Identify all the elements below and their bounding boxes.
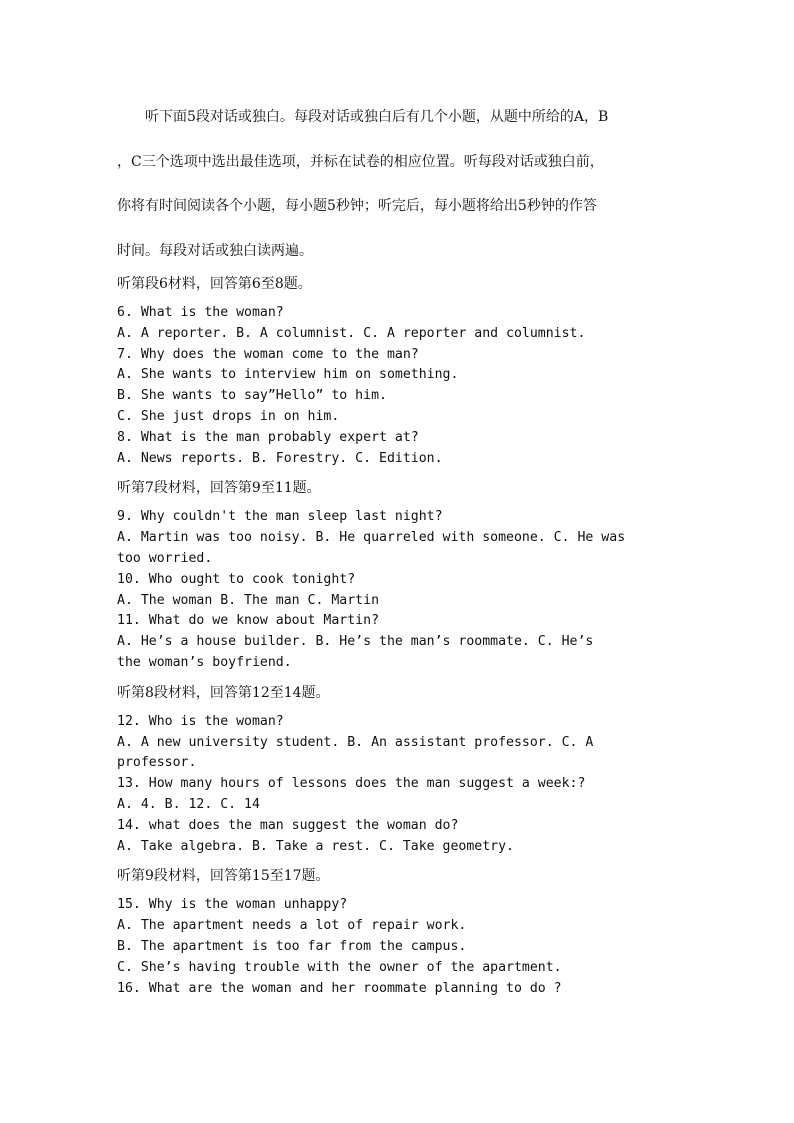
question-line: 6. What is the woman? [117,305,284,320]
question-line: 10. Who ought to cook tonight? [117,571,356,587]
question-line: A. The apartment needs a lot of repair work. [117,918,467,934]
question-line: 12. Who is the woman? [117,713,284,729]
question-line: 14. what does the man suggest the woman do? [117,817,459,833]
question-line: 16. What are the woman and her roommate planning to do ? [117,980,562,996]
question-line: A. Take algebra. B. Take a rest. C. Take geometry. [117,838,514,854]
question-line: A. Martin was too noisy. B. He quarreled with someone. C. He was [117,530,626,546]
question-line: C. She just drops in on him. [117,408,340,424]
instructions-line: 听下面5段对话或独白。每段对话或独白后有几个小题，从题中所给的A，B [145,109,609,125]
question-line: 8. What is the man probably expert at? [117,429,419,445]
question-line: A. A reporter. B. A columnist. C. A reporter and columnist. [117,325,586,341]
question-line: too worried. [117,550,213,566]
question-line: B. The apartment is too far from the campus. [117,938,467,954]
question-line: 11. What do we know about Martin? [117,613,380,629]
question-line: B. She wants to say”Hello” to him. [117,388,387,404]
section-title: 听第7段材料，回答第9至11题。 [117,480,321,497]
questions-body [117,265,677,999]
instructions-line: ，C三个选项中选出最佳选项，并标在试卷的相应位置。听每段对话或独白前， [117,153,604,170]
question-line: C. She’s having trouble with the owner of the apartment. [117,959,562,975]
section-title: 听第9段材料，回答第15至17题。 [117,868,330,885]
question-line: A. He’s a house builder. B. He’s the man’s roommate. C. He’s [117,634,594,650]
question-line: A. 4. B. 12. C. 14 [117,796,260,812]
instructions-paragraph [117,98,677,276]
question-line: professor. [117,755,197,771]
question-line: 9. Why couldn't the man sleep last night? [117,509,443,525]
instructions-line: 你将有时间阅读各个小题，每小题5秒钟；听完后，每小题将给出5秒钟的作答 [117,198,597,214]
section-title: 听第段6材料，回答第6至8题。 [117,276,312,292]
question-line: A. News reports. B. Forestry. C. Edition. [117,450,443,466]
question-line: A. A new university student. B. An assistant professor. C. A [117,734,594,750]
question-line: 15. Why is the woman unhappy? [117,897,348,913]
instructions-line: 时间。每段对话或独白读两遍。 [117,242,313,259]
question-line: A. She wants to interview him on something. [117,367,459,383]
question-line: 7. Why does the woman come to the man? [117,346,419,362]
question-line: the woman’s boyfriend. [117,654,292,670]
question-line: 13. How many hours of lessons does the man suggest a week:? [117,776,586,792]
section-title: 听第8段材料，回答第12至14题。 [117,684,330,701]
question-line: A. The woman B. The man C. Martin [117,592,380,608]
